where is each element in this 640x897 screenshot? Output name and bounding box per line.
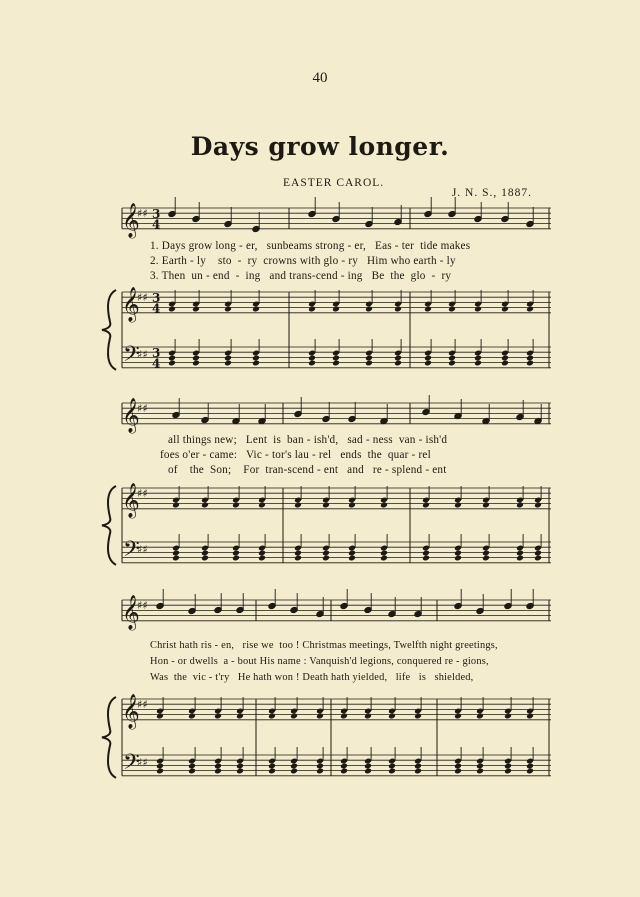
chord-notehead <box>501 360 509 367</box>
chord-notehead <box>224 355 232 362</box>
chord-notehead <box>156 713 164 720</box>
chord-notehead <box>365 355 373 362</box>
hymn-subtitle: EASTER CAROL. <box>283 177 385 189</box>
chord-notehead <box>454 713 462 720</box>
chord-notehead <box>526 763 534 770</box>
chord-notehead <box>268 713 276 720</box>
chord-notehead <box>316 763 324 770</box>
lyric-line: Christ hath ris - en, rise we too ! Christmas meetings, Twelfth night greetings, <box>150 640 498 651</box>
chord-notehead <box>424 360 432 367</box>
chord-notehead <box>201 502 209 509</box>
chord-notehead <box>188 768 196 775</box>
chord-notehead <box>168 306 176 313</box>
chord-notehead <box>214 713 222 720</box>
chord-notehead <box>252 306 260 313</box>
chord-notehead <box>252 355 260 362</box>
piano-brace <box>102 290 116 370</box>
chord-notehead <box>448 355 456 362</box>
chord-notehead <box>294 555 302 562</box>
chord-notehead <box>316 713 324 720</box>
chord-notehead <box>504 713 512 720</box>
piano-brace <box>102 486 116 565</box>
chord-notehead <box>340 768 348 775</box>
treble-clef-icon: 𝄞 <box>122 694 140 729</box>
chord-notehead <box>258 555 266 562</box>
chord-notehead <box>201 555 209 562</box>
chord-notehead <box>516 555 524 562</box>
chord-notehead <box>380 550 388 557</box>
chord-notehead <box>172 502 180 509</box>
chord-notehead <box>188 713 196 720</box>
key-signature-sharp-icon: ♯♯ <box>137 207 148 220</box>
time-signature-bottom: 4 <box>152 301 161 316</box>
chord-notehead <box>258 550 266 557</box>
key-signature-sharp-icon: ♯♯ <box>137 291 148 304</box>
chord-notehead <box>501 355 509 362</box>
chord-notehead <box>516 550 524 557</box>
piano-brace <box>102 697 116 778</box>
lyric-line: Hon - or dwells a - bout His name : Vanquish'd legions, conquered re - gions, <box>150 656 489 667</box>
chord-notehead <box>308 306 316 313</box>
chord-notehead <box>236 713 244 720</box>
chord-notehead <box>504 768 512 775</box>
chord-notehead <box>332 360 340 367</box>
chord-notehead <box>414 713 422 720</box>
chord-notehead <box>422 550 430 557</box>
time-signature-top: 3 <box>152 291 161 305</box>
chord-notehead <box>340 713 348 720</box>
chord-notehead <box>526 360 534 367</box>
chord-notehead <box>448 360 456 367</box>
chord-notehead <box>501 306 509 313</box>
chord-notehead <box>482 555 490 562</box>
chord-notehead <box>332 355 340 362</box>
chord-notehead <box>364 768 372 775</box>
chord-notehead <box>236 763 244 770</box>
chord-notehead <box>364 713 372 720</box>
chord-notehead <box>454 555 462 562</box>
chord-notehead <box>474 360 482 367</box>
bass-clef-icon: 𝄢 <box>123 537 140 567</box>
chord-notehead <box>214 768 222 775</box>
chord-notehead <box>424 306 432 313</box>
lyric-line: of the Son; For tran-scend - ent and re - splend - ent <box>168 464 447 476</box>
lyric-line: 3. Then un - end - ing and trans-cend - ing Be the glo - ry <box>150 270 452 282</box>
time-signature-bottom: 4 <box>152 356 161 371</box>
chord-notehead <box>156 763 164 770</box>
lyric-line: foes o'er - came: Vic - tor's lau - rel ends the quar - rel <box>160 449 431 461</box>
chord-notehead <box>316 768 324 775</box>
chord-notehead <box>454 502 462 509</box>
chord-notehead <box>422 555 430 562</box>
chord-notehead <box>534 502 542 509</box>
chord-notehead <box>348 555 356 562</box>
chord-notehead <box>526 355 534 362</box>
chord-notehead <box>172 550 180 557</box>
lyric-line: 2. Earth - ly sto - ry crowns with glo - ry Him who earth - ly <box>150 255 456 267</box>
chord-notehead <box>224 306 232 313</box>
composer-attribution: J. N. S., 1887. <box>451 187 532 199</box>
chord-notehead <box>290 768 298 775</box>
chord-notehead <box>192 306 200 313</box>
lyric-line: Was the vic - t'ry He hath won ! Death hath yielded, life is shielded, <box>150 672 474 683</box>
chord-notehead <box>448 306 456 313</box>
chord-notehead <box>168 355 176 362</box>
chord-notehead <box>322 502 330 509</box>
chord-notehead <box>454 763 462 770</box>
chord-notehead <box>201 550 209 557</box>
chord-notehead <box>394 360 402 367</box>
chord-notehead <box>232 550 240 557</box>
chord-notehead <box>348 502 356 509</box>
chord-notehead <box>424 355 432 362</box>
chord-notehead <box>232 555 240 562</box>
chord-notehead <box>476 763 484 770</box>
chord-notehead <box>476 713 484 720</box>
chord-notehead <box>422 502 430 509</box>
chord-notehead <box>290 763 298 770</box>
key-signature-sharp-icon: ♯♯ <box>137 543 148 556</box>
chord-notehead <box>236 768 244 775</box>
chord-notehead <box>232 502 240 509</box>
chord-notehead <box>308 355 316 362</box>
chord-notehead <box>294 550 302 557</box>
lyric-line: 1. Days grow long - er, sunbeams strong - er, Eas - ter tide makes <box>150 240 471 252</box>
chord-notehead <box>332 306 340 313</box>
chord-notehead <box>294 502 302 509</box>
chord-notehead <box>526 713 534 720</box>
chord-notehead <box>364 763 372 770</box>
chord-notehead <box>476 768 484 775</box>
chord-notehead <box>172 555 180 562</box>
chord-notehead <box>526 306 534 313</box>
chord-notehead <box>348 550 356 557</box>
key-signature-sharp-icon: ♯♯ <box>137 402 148 415</box>
chord-notehead <box>414 768 422 775</box>
chord-notehead <box>482 502 490 509</box>
page-number: 40 <box>312 70 328 86</box>
time-signature-top: 3 <box>152 207 161 221</box>
chord-notehead <box>340 763 348 770</box>
chord-notehead <box>516 502 524 509</box>
treble-clef-icon: 𝄞 <box>122 398 140 433</box>
chord-notehead <box>156 768 164 775</box>
key-signature-sharp-icon: ♯♯ <box>137 487 148 500</box>
chord-notehead <box>365 306 373 313</box>
chord-notehead <box>454 768 462 775</box>
chord-notehead <box>526 768 534 775</box>
bass-clef-icon: 𝄢 <box>123 342 140 372</box>
chord-notehead <box>394 306 402 313</box>
treble-clef-icon: 𝄞 <box>122 483 140 518</box>
chord-notehead <box>474 355 482 362</box>
chord-notehead <box>380 502 388 509</box>
chord-notehead <box>322 555 330 562</box>
chord-notehead <box>192 355 200 362</box>
chord-notehead <box>534 555 542 562</box>
chord-notehead <box>414 763 422 770</box>
chord-notehead <box>454 550 462 557</box>
chord-notehead <box>252 360 260 367</box>
chord-notehead <box>214 763 222 770</box>
chord-notehead <box>224 360 232 367</box>
treble-clef-icon: 𝄞 <box>122 595 140 630</box>
chord-notehead <box>188 763 196 770</box>
chord-notehead <box>474 306 482 313</box>
chord-notehead <box>482 550 490 557</box>
chord-notehead <box>504 763 512 770</box>
chord-notehead <box>322 550 330 557</box>
chord-notehead <box>394 355 402 362</box>
chord-notehead <box>168 360 176 367</box>
hymn-title: Days grow longer. <box>190 132 450 161</box>
chord-notehead <box>258 502 266 509</box>
chord-notehead <box>365 360 373 367</box>
chord-notehead <box>268 763 276 770</box>
bass-clef-icon: 𝄢 <box>123 750 140 780</box>
chord-notehead <box>388 763 396 770</box>
chord-notehead <box>388 713 396 720</box>
lyric-line: all things new; Lent is ban - ish'd, sad - ness van - ish'd <box>168 434 448 446</box>
chord-notehead <box>380 555 388 562</box>
chord-notehead <box>308 360 316 367</box>
chord-notehead <box>534 550 542 557</box>
treble-clef-icon: 𝄞 <box>122 203 140 238</box>
chord-notehead <box>192 360 200 367</box>
key-signature-sharp-icon: ♯♯ <box>137 756 148 769</box>
key-signature-sharp-icon: ♯♯ <box>137 698 148 711</box>
key-signature-sharp-icon: ♯♯ <box>137 599 148 612</box>
chord-notehead <box>268 768 276 775</box>
key-signature-sharp-icon: ♯♯ <box>137 348 148 361</box>
chord-notehead <box>290 713 298 720</box>
time-signature-bottom: 4 <box>152 217 161 232</box>
treble-clef-icon: 𝄞 <box>122 287 140 322</box>
time-signature-top: 3 <box>152 346 161 360</box>
chord-notehead <box>388 768 396 775</box>
